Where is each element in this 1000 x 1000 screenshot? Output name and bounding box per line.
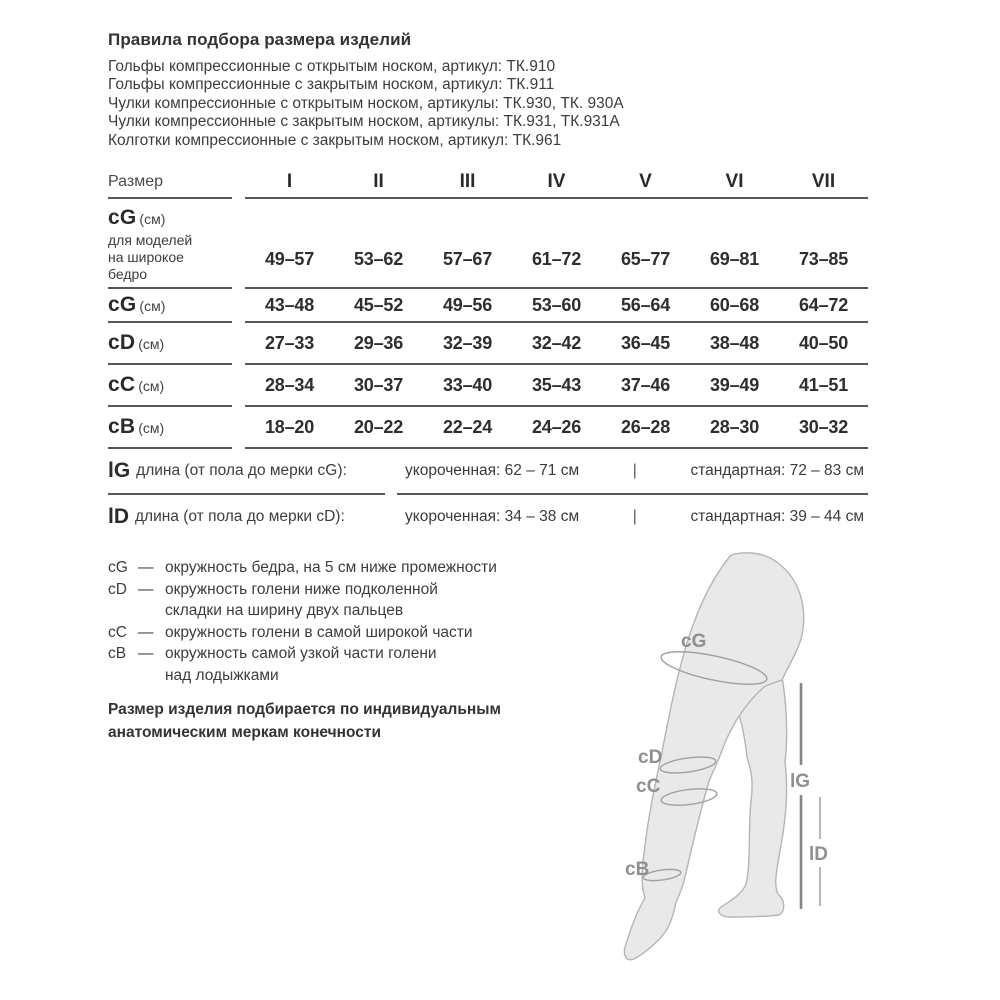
size-column-label: III bbox=[459, 171, 476, 193]
product-line: Гольфы компрессионные с открытым носком, артикул: ТК.910 bbox=[108, 58, 556, 75]
table-cell: 39–49 bbox=[709, 374, 760, 395]
table-cell: 49–56 bbox=[442, 294, 493, 315]
length-standard: стандартная: 72 – 83 см bbox=[690, 462, 864, 480]
page-title: Правила подбора размера изделий bbox=[108, 30, 412, 49]
size-column-label: II bbox=[373, 171, 384, 193]
row-label: cB (см) bbox=[108, 407, 232, 449]
legend-item-cb: cB — окружность самой узкой части голени над лодыжками bbox=[108, 645, 437, 684]
table-cell: 30–32 bbox=[798, 416, 849, 437]
row-label: cD (см) bbox=[108, 323, 232, 365]
table-cell: 18–20 bbox=[264, 416, 315, 437]
row-values bbox=[245, 407, 868, 449]
length-short: укороченная: 62 – 71 см bbox=[405, 462, 580, 480]
row-values bbox=[245, 365, 868, 407]
table-header-row bbox=[108, 171, 868, 199]
product-line: Гольфы компрессионные с закрытым носком, артикул: ТК.911 bbox=[108, 76, 555, 94]
row-label: lG длина (от пола до мерки cG): bbox=[108, 449, 385, 495]
table-cell: 28–30 bbox=[709, 416, 760, 437]
row-label: lD длина (от пола до мерки cD): bbox=[108, 505, 345, 529]
table-cell: 35–43 bbox=[531, 374, 582, 395]
table-cell: 38–48 bbox=[709, 332, 760, 353]
table-cell: 43–48 bbox=[264, 294, 315, 315]
table-cell: 61–72 bbox=[531, 249, 582, 270]
table-cell: 32–39 bbox=[442, 332, 493, 353]
row-label: cC (см) bbox=[108, 365, 232, 407]
table-cell: 26–28 bbox=[620, 416, 671, 437]
divider: | bbox=[632, 462, 637, 480]
table-cell: 27–33 bbox=[264, 332, 315, 353]
legend-item-cc: cC — окружность голени в самой широкой части bbox=[108, 623, 473, 641]
row-values bbox=[245, 289, 868, 323]
table-row-cg-wide-hip bbox=[108, 199, 868, 289]
cg-label: cG bbox=[681, 631, 707, 652]
size-columns bbox=[245, 171, 868, 199]
legend-item-cg: cG — окружность бедра, на 5 см ниже промежности bbox=[108, 559, 497, 577]
size-column-label: VI bbox=[725, 171, 744, 193]
table-cell: 56–64 bbox=[620, 294, 671, 315]
length-short: укороченная: 34 – 38 см bbox=[405, 508, 580, 526]
table-cell: 65–77 bbox=[620, 249, 671, 270]
size-table bbox=[108, 171, 868, 539]
table-cell: 33–40 bbox=[442, 374, 493, 395]
row-values bbox=[397, 495, 868, 539]
product-line: Чулки компрессионные с открытым носком, артикулы: ТК.930, ТК. 930А bbox=[108, 94, 624, 112]
table-cell: 49–57 bbox=[264, 249, 315, 270]
table-cell: 20–22 bbox=[353, 416, 404, 437]
product-list bbox=[108, 58, 868, 150]
table-cell: 32–42 bbox=[531, 332, 582, 353]
table-cell: 30–37 bbox=[353, 374, 404, 395]
length-standard: стандартная: 39 – 44 см bbox=[690, 508, 864, 526]
row-sublabel: для моделей на широкое бедро bbox=[108, 232, 193, 282]
table-cell: 29–36 bbox=[353, 332, 404, 353]
leg-measurement-diagram bbox=[588, 548, 932, 990]
row-label: cG (см) bbox=[108, 289, 232, 323]
table-cell: 40–50 bbox=[798, 332, 849, 353]
length-row-ld bbox=[108, 495, 868, 539]
table-cell: 41–51 bbox=[798, 374, 849, 395]
ld-label: lD bbox=[809, 844, 828, 865]
row-label: cG (см) для моделей на широкое бедро bbox=[108, 199, 232, 289]
row-values bbox=[397, 449, 868, 495]
product-line: Чулки компрессионные с закрытым носком, артикулы: ТК.931, ТК.931А bbox=[108, 113, 620, 131]
table-row-cc bbox=[108, 365, 868, 407]
table-cell: 64–72 bbox=[798, 294, 849, 315]
table-cell: 69–81 bbox=[709, 249, 760, 270]
size-column-label: I bbox=[286, 171, 293, 193]
table-row-cg bbox=[108, 289, 868, 323]
table-cell: 53–60 bbox=[531, 294, 582, 315]
cb-label: cB bbox=[625, 859, 650, 880]
sizing-note: Размер изделия подбирается по индивидуальным анатомическим меркам конечности bbox=[108, 701, 501, 742]
size-column-label: IV bbox=[547, 171, 566, 193]
table-cell: 73–85 bbox=[798, 249, 849, 270]
table-cell: 60–68 bbox=[709, 294, 760, 315]
row-values bbox=[245, 199, 868, 289]
lg-label: lG bbox=[790, 771, 811, 792]
row-values bbox=[245, 323, 868, 365]
size-header-cell: Размер bbox=[108, 171, 232, 199]
length-row-lg bbox=[108, 449, 868, 495]
size-column-label: V bbox=[639, 171, 652, 193]
divider: | bbox=[632, 508, 637, 526]
size-column-label: VII bbox=[811, 171, 836, 193]
table-cell: 53–62 bbox=[353, 249, 404, 270]
table-cell: 24–26 bbox=[531, 416, 582, 437]
table-cell: 22–24 bbox=[442, 416, 493, 437]
table-row-cd bbox=[108, 323, 868, 365]
cc-label: cC bbox=[636, 776, 661, 797]
cd-label: cD bbox=[638, 747, 663, 768]
table-cell: 28–34 bbox=[264, 374, 315, 395]
table-cell: 36–45 bbox=[620, 332, 671, 353]
legend-item-cd: cD — окружность голени ниже подколенной складки на ширину двух пальцев bbox=[108, 580, 438, 620]
product-line: Колготки компрессионные с закрытым носком, артикул: ТК.961 bbox=[108, 131, 562, 149]
table-cell: 37–46 bbox=[620, 374, 671, 395]
table-row-cb bbox=[108, 407, 868, 449]
table-cell: 57–67 bbox=[442, 249, 493, 270]
table-cell: 45–52 bbox=[353, 294, 404, 315]
